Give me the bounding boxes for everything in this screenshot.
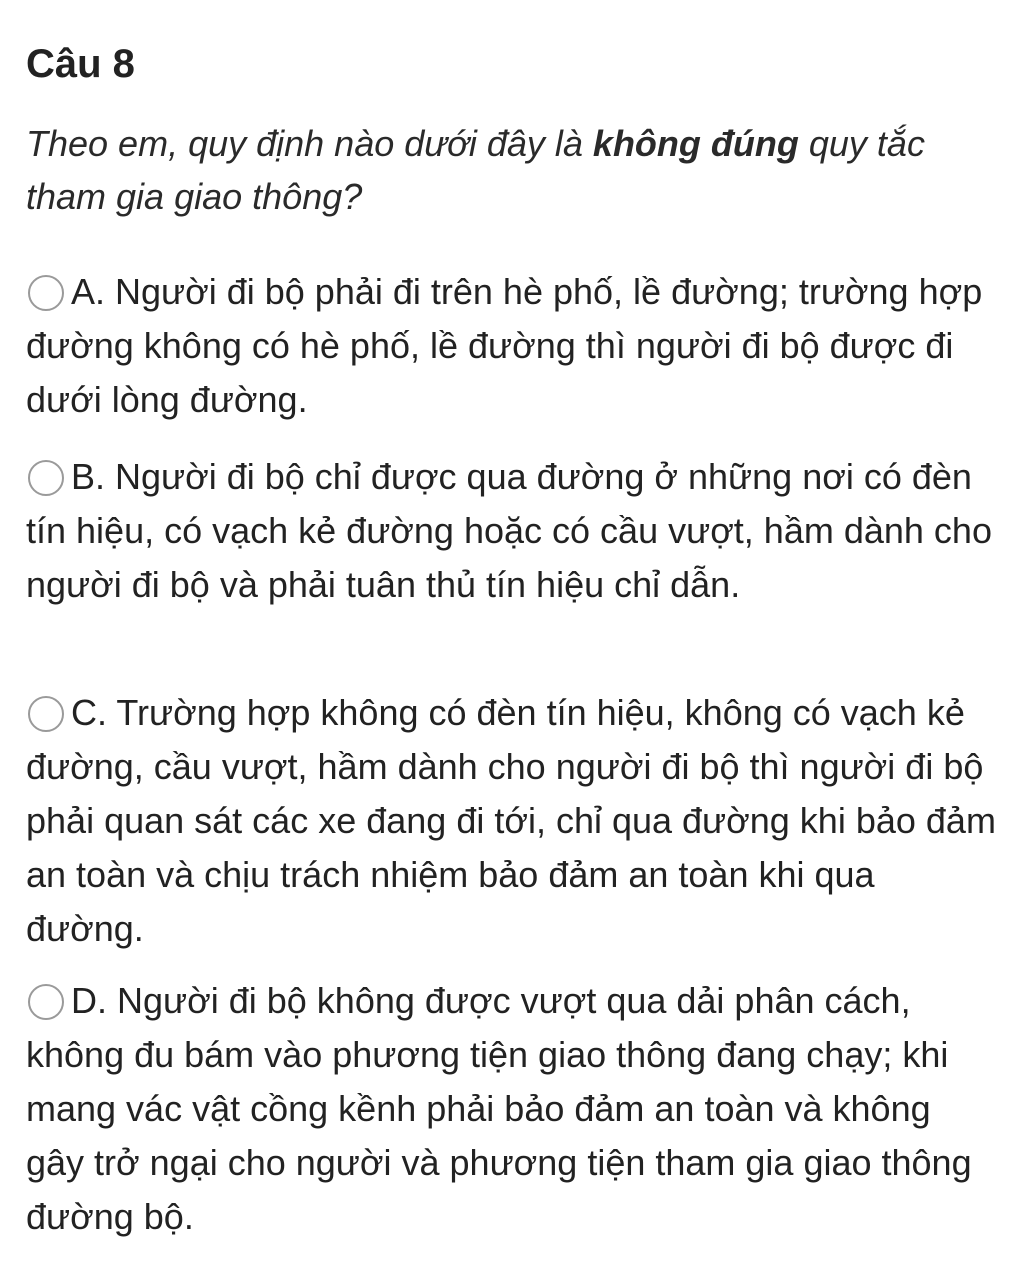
answer-option-d-label: D. Người đi bộ không được vượt qua dải phân cách, không đu bám vào phương tiện giao thông đang chạy; khi mang vác vật cồng kềnh phải bảo đảm an toàn và không gây trở ngại cho người và phương tiện tham gia giao thông đường bộ. bbox=[26, 980, 972, 1237]
question-text-emphasis: không đúng bbox=[592, 123, 799, 164]
answer-option-c[interactable] bbox=[26, 686, 998, 956]
question-text bbox=[26, 117, 998, 223]
question-number-title: Câu 8 bbox=[26, 42, 135, 86]
answer-option-b-label: B. Người đi bộ chỉ được qua đường ở những nơi có đèn tín hiệu, có vạch kẻ đường hoặc có cầu vượt, hầm dành cho người đi bộ và phải tuân thủ tín hiệu chỉ dẫn. bbox=[26, 456, 992, 605]
answer-option-a-label: A. Người đi bộ phải đi trên hè phố, lề đường; trường hợp đường không có hè phố, lề đường thì người đi bộ được đi dưới lòng đường. bbox=[26, 271, 983, 420]
answer-option-c-label: C. Trường hợp không có đèn tín hiệu, không có vạch kẻ đường, cầu vượt, hầm dành cho người đi bộ thì người đi bộ phải quan sát các xe đang đi tới, chỉ qua đường khi bảo đảm an toàn và chịu trách nhiệm bảo đảm an toàn khi qua đường. bbox=[26, 692, 996, 949]
answer-option-b[interactable] bbox=[26, 450, 998, 612]
radio-button-b-icon[interactable] bbox=[28, 460, 64, 496]
answer-option-d[interactable] bbox=[26, 974, 998, 1244]
radio-button-c-icon[interactable] bbox=[28, 696, 64, 732]
question-text-suffix: quy tắc tham gia giao thông? bbox=[26, 123, 925, 217]
question-text-prefix: Theo em, quy định nào dưới đây là bbox=[26, 123, 593, 164]
answer-option-a[interactable] bbox=[26, 265, 998, 427]
radio-button-d-icon[interactable] bbox=[28, 984, 64, 1020]
radio-button-a-icon[interactable] bbox=[28, 275, 64, 311]
